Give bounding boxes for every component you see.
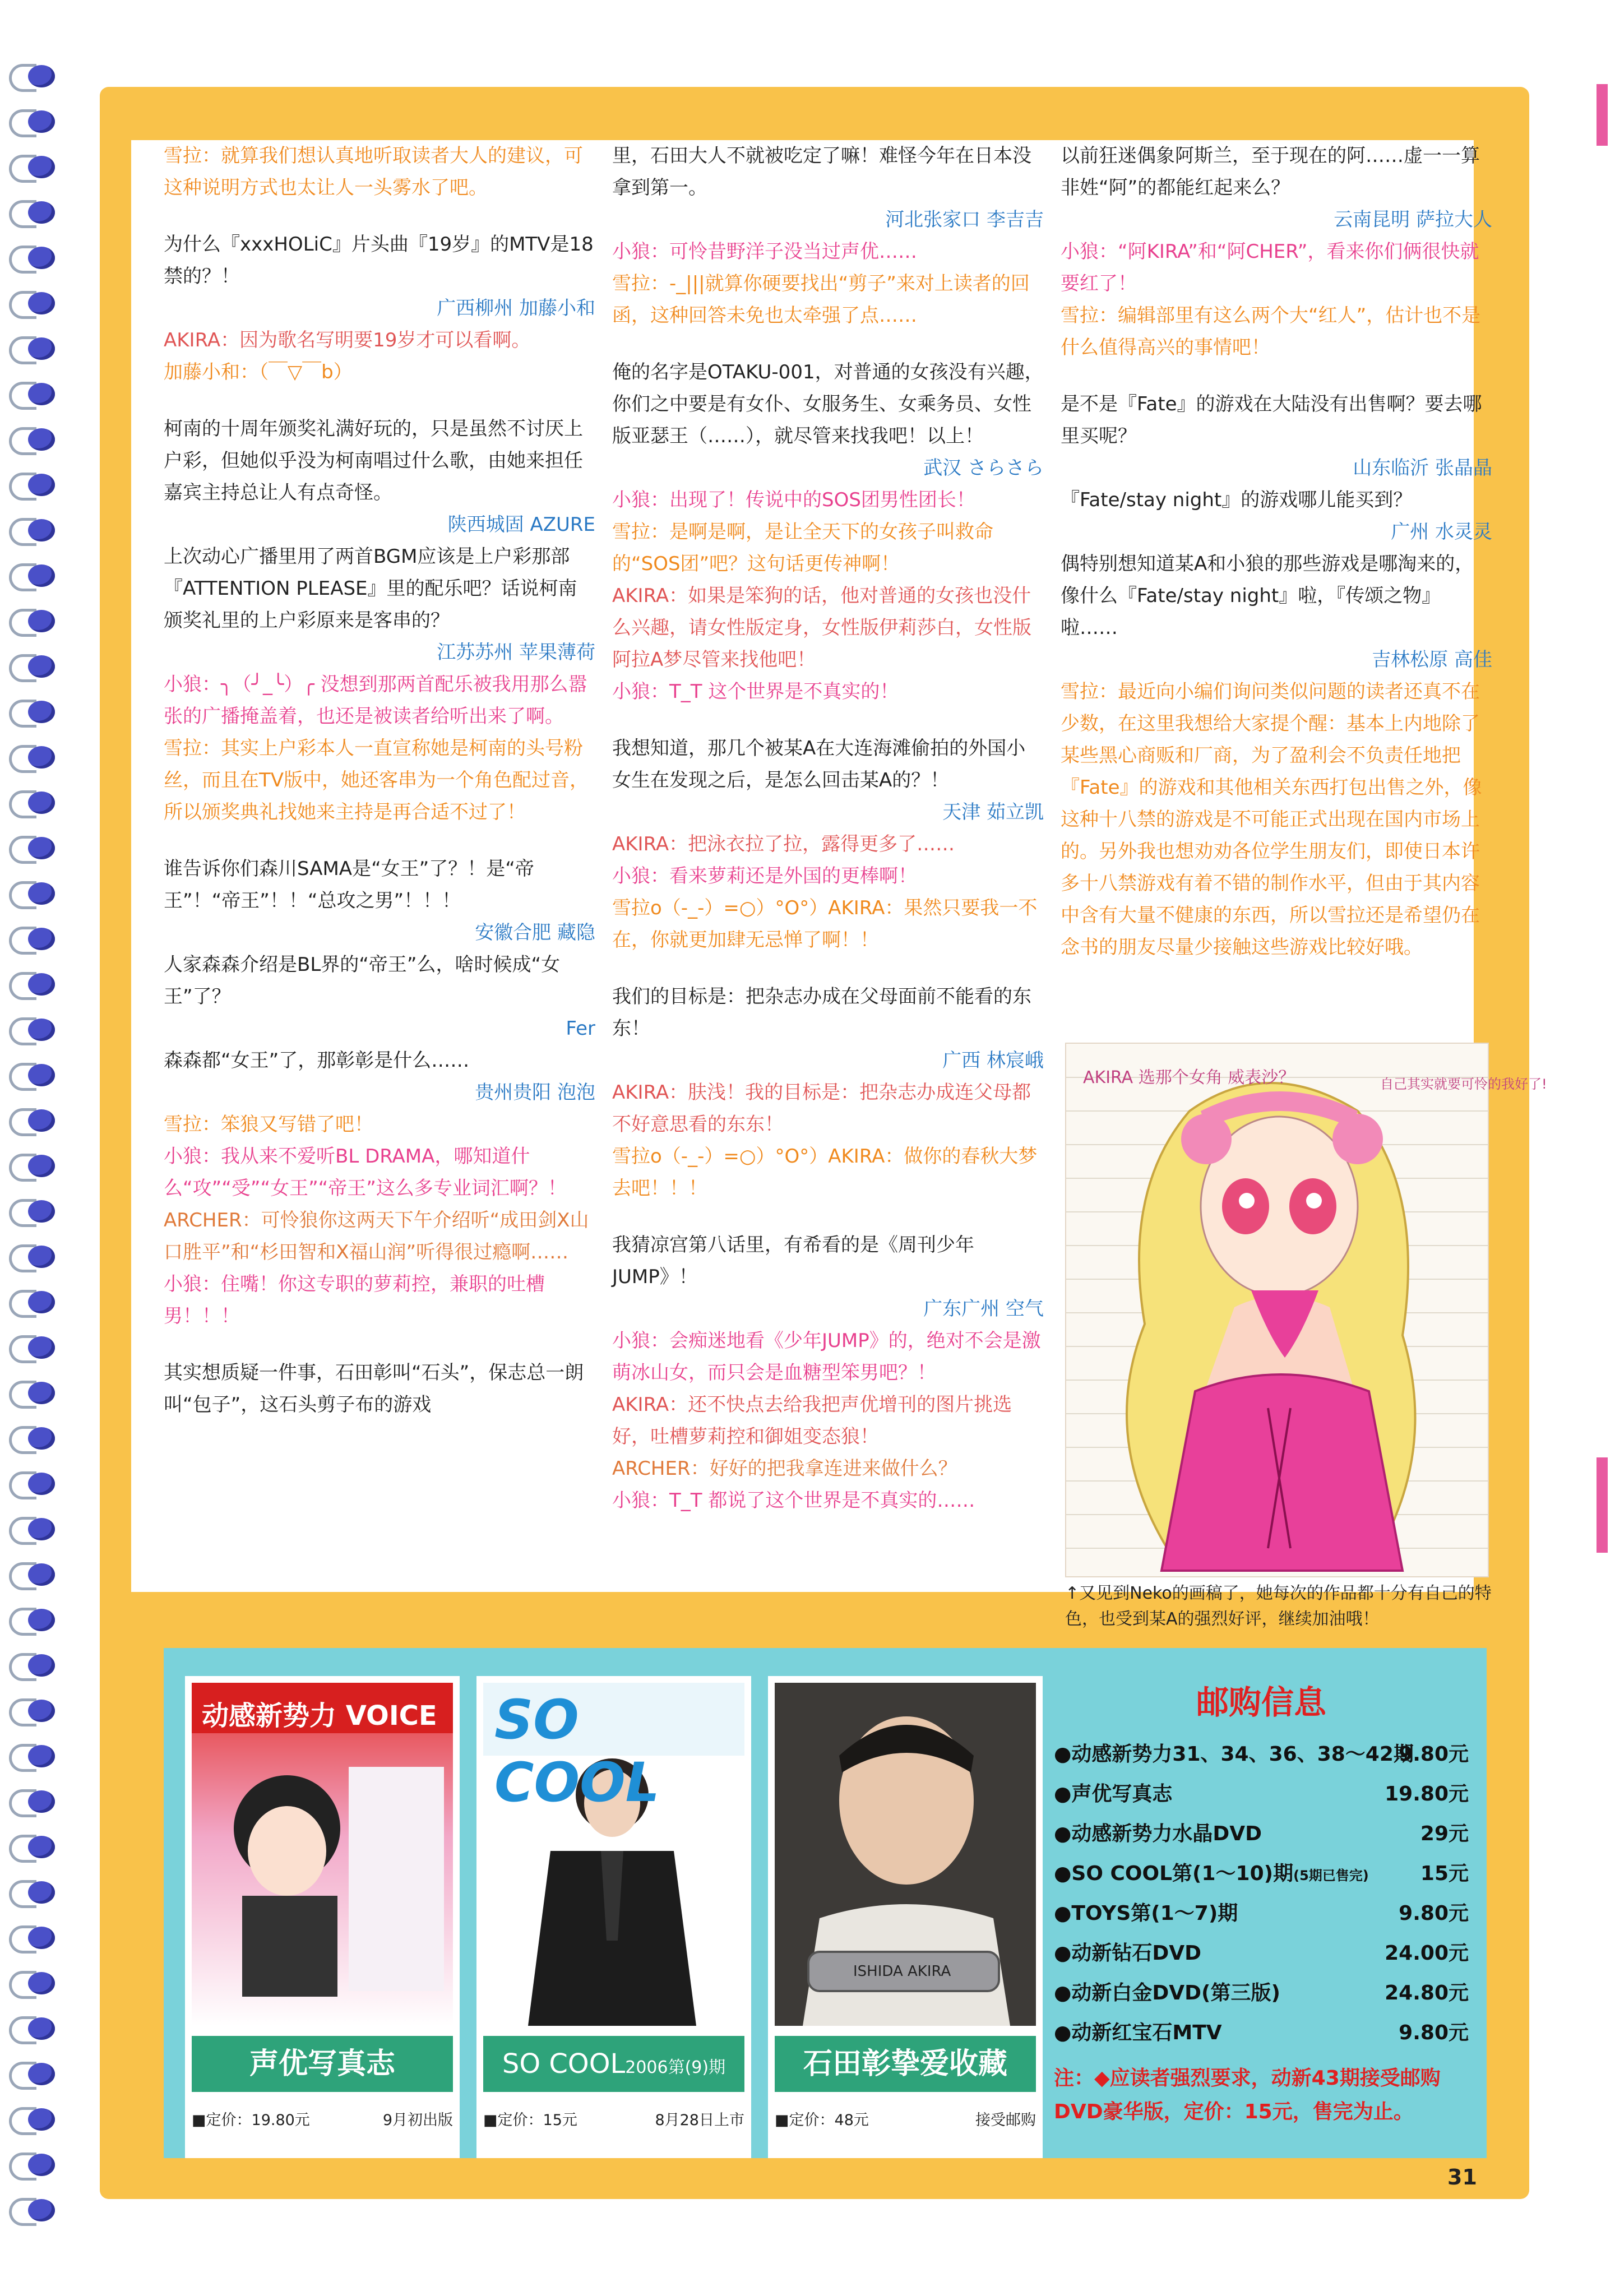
binding-ring [6,334,57,363]
binding-ring [6,834,57,863]
item-price: 9.80元 [1399,2021,1469,2044]
page-number: 31 [1447,2165,1477,2189]
reply-xiaolang: 小狼：T_T 都说了这个世界是不真实的…… [612,1489,975,1512]
letter-signature: 天津 茹立凯 [942,801,1044,823]
spacer [164,204,595,229]
reply-akira: AKIRA：如果是笨狗的话，他对普通的女孩也没什么兴趣，请女性版定身，女性版伊莉莎白，女性版阿拉A梦尽管来找他吧！ [612,585,1031,671]
letter-signature: 广东广州 空气 [923,1298,1044,1320]
item-price: 24.80元 [1385,1982,1469,2005]
item-price: 15元 [1420,1862,1469,1885]
product-card-seiyu-photobook[interactable] [185,1676,460,2158]
spacer [164,388,595,413]
binding-ring [6,516,57,545]
reply-akira: AKIRA：还不快点去给我把声优增刊的图片挑选好，吐槽萝莉控和御姐变态狼！ [612,1394,1012,1448]
mail-order-item [1054,1774,1469,1814]
reply-xuela: 雪拉：其实上户彩本人一直宣称她是柯南的头号粉丝，而且在TV版中，她还客串为一个角色配过音，所以颁奖典礼找她来主持是再合适不过了！ [164,737,589,823]
magazine-cover-image [192,1683,453,2026]
cover-title: SO COOL [494,1688,660,1814]
binding-ring [6,1651,57,1680]
reply-xuela: 雪拉：就算我们想认真地听取读者大人的建议，可这种说明方式也太让人一头雾水了吧。 [164,145,583,199]
binding-ring [6,1333,57,1362]
reader-letter: 里，石田大人不就被吃定了嘛！难怪今年在日本没拿到第一。 [612,145,1031,199]
reply-archer: ARCHER：可怜狼你这两天下午介绍听“成田剑X山口胜平”和“杉田智和X福山润”听得很过瘾啊…… [164,1209,589,1263]
reply-akira: AKIRA：肤浅！我的目标是：把杂志办成连父母都不好意思看的东东！ [612,1081,1031,1136]
reader-letter: 上次动心广播里用了两首BGM应该是上户彩那部『ATTENTION PLEASE』里的配乐吧？话说柯南颁奖礼里的上户彩原来是客串的？ [164,545,577,632]
binding-ring [6,379,57,409]
reply-xiaolang: 小狼：T_T 这个世界是不真实的！ [612,681,899,703]
spacer [1061,364,1492,388]
reader-letter: 我猜凉宫第八话里，有希看的是《周刊少年JUMP》！ [612,1234,974,1288]
binding-ring [6,1787,57,1816]
binding-ring [6,561,57,590]
binding-ring [6,198,57,227]
reply-xuela: 雪拉o（-_-）=○）°O°）AKIRA：果然只要我一不在，你就更加肆无忌惮了啊！！ [612,897,1038,951]
price: ■定价：48元 [775,2112,869,2129]
product-title: SO COOL [502,2048,626,2080]
binding-ring [6,2150,57,2179]
mail-order-note: 注：◆应读者强烈要求，动新43期接受邮购DVD豪华版，定价：15元，售完为止。 [1054,2067,1441,2123]
product-meta [775,2108,1036,2130]
item-price: 9.80元 [1399,1743,1469,1766]
letter-signature: 广西 林宸峨 [942,1049,1044,1072]
product-meta [483,2108,744,2130]
reply-xiaolang: 小狼：我从来不爱听BL DRAMA，哪知道什么“攻”“受”“女王”“帝王”这么多专业词汇啊？！ [164,1145,567,1200]
letter-signature: 安徽合肥 藏隐 [475,922,595,944]
product-card-so-cool[interactable] [476,1676,751,2158]
item-note: (5期已售完) [1293,1868,1369,1883]
binding-ring [6,425,57,454]
binding-ring [6,289,57,318]
reply-xiaolang: 小狼：住嘴！你这专职的萝莉控，兼职的吐槽男！！！ [164,1273,545,1327]
binding-ring [6,1106,57,1135]
binding-ring [6,2014,57,2043]
reply-xuela: 雪拉：最近向小编们询问类似问题的读者还真不在少数，在这里我想给大家提个醒：基本上内地除了某些黑心商贩和厂商，为了盈利会不负责任地把『Fate』的游戏和其他相关东西打包出售之外，像这种十八禁的游戏是不可能正式出现在国内市场上的。另外我也想劝劝各位学生朋友们，即使日本许多十八禁游戏有着不错的制作水平，但由于其内容中含有大量不健康的东西，所以雪拉还是希望仍在念书的朋友尽量少接触这些游戏比较好哦。 [1061,681,1482,959]
binding-ring [6,1605,57,1635]
reply-xuela: 雪拉：笨狼又写错了吧！ [164,1113,373,1136]
mail-order-item [1054,1933,1469,1973]
sketch-note-2: 自己其实就要可怜的我好了! [1380,1076,1547,1092]
reply-xiaolang: 小狼：出现了！传说中的SOS团男性团长！ [612,489,975,511]
binding-ring [6,1061,57,1090]
reply-xiaolang: 小狼：看来萝莉还是外国的更棒啊！ [612,865,917,887]
reader-letter: 以前狂迷偶象阿斯兰，至于现在的阿……虚一一算非姓“阿”的都能红起来么？ [1061,145,1480,199]
spacer [164,828,595,853]
reader-letter: 为什么『xxxHOLiC』片头曲『19岁』的MTV是18禁的？！ [164,233,594,288]
binding-ring [6,1378,57,1408]
reply-xiaolang: 小狼：“阿KIRA”和“阿CHER”，看来你们俩很快就要红了！ [1061,240,1479,295]
binding-ring [6,652,57,681]
edge-tab [1597,84,1608,146]
magazine-cover-image [775,1683,1036,2026]
item-name: ●SO COOL第(1～10)期 [1054,1862,1294,1885]
reader-illustration [1065,1043,1547,1577]
reply-akira: AKIRA：把泳衣拉了拉，露得更多了…… [612,833,955,855]
binding-ring [6,1832,57,1862]
binding-ring [6,1469,57,1498]
mail-order-item [1054,2013,1469,2053]
reader-letter: 『Fate/stay night』的游戏哪儿能买到？ [1061,489,1413,511]
letters-column-2 [612,140,1044,1517]
binding-ring [6,152,57,182]
binding-ring [6,2059,57,2089]
mail-order-info [1054,1676,1469,2129]
price: ■定价：19.80元 [192,2112,310,2129]
reply-archer: ARCHER：好好的把我拿连进来做什么？ [612,1457,957,1480]
mail-order-item [1054,1734,1469,1774]
item-name: ●动新钻石DVD [1054,1942,1202,1965]
illustration-caption: ↑又见到Neko的画稿了，她每次的作品都十分有自己的特色，也受到某A的强烈好评，继续加油哦！ [1065,1584,1492,1629]
binding-ring [6,1560,57,1589]
spacer [612,332,1044,357]
edge-tab [1597,1457,1608,1553]
reply-xiaolang: 小狼：会痴迷地看《少年JUMP》的，绝对不会是激萌冰山女，而只会是血糖型笨男吧？！ [612,1330,1041,1384]
product-meta [192,2108,453,2130]
reply-xiaolang: 小狼：╮（╯_╰）╭ 没想到那两首配乐被我用那么嚣张的广播掩盖着，也还是被读者给听出来了啊。 [164,673,587,728]
letter-signature: 吉林松原 高佳 [1372,649,1492,671]
item-price: 9.80元 [1399,1902,1469,1925]
item-name: ●动感新势力31、34、36、38～42期 [1054,1743,1414,1766]
cover-title: ISHIDA AKIRA [853,1963,951,1980]
sketch-note: AKIRA 选那个女角 威表沙？ [1083,1068,1295,1087]
spiral-binding [0,62,73,2248]
release-date: 9月初出版 [382,2112,453,2129]
reply-xuela: 雪拉：是啊是啊，是让全天下的女孩子叫救命的“SOS团”吧？这句话更传神啊！ [612,521,993,575]
reader-letter: 人家森森介绍是BL界的“帝王”么，啥时候成“女王”了？ [164,953,561,1008]
spacer [612,708,1044,733]
binding-ring [6,470,57,499]
product-title-button[interactable] [483,2036,744,2092]
item-price: 24.00元 [1385,1942,1469,1965]
reply-xiaolang: 小狼：可怜昔野洋子没当过声优…… [612,240,917,263]
issue-label: 2006第(9)期 [625,2058,726,2077]
item-name: ●声优写真志 [1054,1783,1173,1806]
binding-ring [6,2105,57,2134]
letters-column-1 [164,140,595,1421]
reply-xuela: 加藤小和：（￣▽￣b） [164,361,353,383]
letter-signature: 广州 水灵灵 [1391,521,1492,543]
spacer [164,1332,595,1357]
product-card-ishida-collection[interactable] [768,1676,1043,2158]
magazine-cover-image [483,1683,744,2026]
reader-letter: 柯南的十周年颁奖礼满好玩的，只是虽然不讨厌上户彩，但她似乎没为柯南唱过什么歌，由她来担任嘉宾主持总让人有点奇怪。 [164,418,583,504]
price: ■定价：15元 [483,2112,577,2129]
letters-column-3 [1061,140,1492,964]
binding-ring [6,743,57,772]
letter-signature: 贵州贵阳 泡泡 [475,1081,595,1104]
binding-ring [6,243,57,272]
release-date: 8月28日上市 [655,2112,744,2129]
letter-signature: Fer [566,1017,595,1040]
mail-order-item [1054,1894,1469,1933]
item-name: ●TOYS第(1～7)期 [1054,1902,1238,1925]
reply-xuela: 雪拉：-_|||就算你硬要找出“剪子”来对上读者的回函，这种回答未免也太牵强了点…… [612,272,1030,327]
mail-order-item [1054,1973,1469,2013]
reader-letter: 森森都“女王”了，那彰彰是什么…… [164,1049,470,1072]
binding-ring [6,697,57,726]
binding-ring [6,1015,57,1044]
item-price: 29元 [1420,1822,1469,1845]
letter-signature: 江苏苏州 苹果薄荷 [437,641,595,664]
binding-ring [6,1969,57,1998]
binding-ring [6,1878,57,1907]
reply-xuela: 雪拉：编辑部里有这么两个大“红人”，估计也不是什么值得高兴的事情吧！ [1061,304,1481,359]
binding-ring [6,1151,57,1181]
letter-signature: 云南昆明 萨拉大人 [1334,209,1492,231]
reader-letter: 是不是『Fate』的游戏在大陆没有出售啊？要去哪里买呢？ [1061,393,1482,447]
mail-order-item [1054,1814,1469,1854]
mail-order-heading: 邮购信息 [1196,1683,1326,1721]
letter-signature: 山东临沂 张晶晶 [1353,457,1492,479]
product-title-button[interactable]: 石田彰挚爱收藏 [775,2036,1036,2092]
binding-ring [6,1288,57,1317]
reader-letter: 偶特别想知道某A和小狼的那些游戏是哪淘来的，像什么『Fate/stay night』啦，『传颂之物』啦…… [1061,553,1474,639]
binding-ring [6,924,57,953]
item-price: 19.80元 [1385,1783,1469,1806]
binding-ring [6,1242,57,1271]
reader-letter: 我想知道，那几个被某A在大连海滩偷拍的外国小女生在发现之后，是怎么回击某A的？！ [612,737,1026,791]
binding-ring [6,788,57,817]
letter-signature: 武汉 さらさら [923,457,1044,479]
anime-girl-drawing [1066,1044,1547,1576]
spacer [612,956,1044,981]
reply-xuela: 雪拉o（-_-）=○）°O°）AKIRA：做你的春秋大梦去吧！！！ [612,1145,1038,1200]
reader-letter: 其实想质疑一件事，石田彰叫“石头”，保志总一朗叫“包子”，这石头剪子布的游戏 [164,1362,584,1416]
binding-ring [6,1742,57,1771]
reader-letter: 我们的目标是：把杂志办成在父母面前不能看的东东！ [612,985,1031,1040]
item-name: ●动新红宝石MTV [1054,2021,1222,2044]
item-name: ●动感新势力水晶DVD [1054,1822,1262,1845]
binding-ring [6,1197,57,1226]
mail-order-item [1054,1854,1469,1894]
binding-ring [6,1923,57,1952]
binding-ring [6,2196,57,2225]
reply-akira: AKIRA：因为歌名写明要19岁才可以看啊。 [164,329,531,351]
binding-ring [6,1424,57,1453]
binding-ring [6,1696,57,1725]
binding-ring [6,970,57,999]
binding-ring [6,1515,57,1544]
reader-letter: 俺的名字是OTAKU-001，对普通的女孩没有兴趣，你们之中要是有女仆、女服务生、女乘务员、女性版亚瑟王（……），就尽管来找我吧！以上！ [612,361,1044,447]
cover-title: 动感新势力 VOICE [202,1700,437,1732]
cover-art [192,1683,453,2026]
reader-letter: 谁告诉你们森川SAMA是“女王”了？！是“帝王”！“帝王”！！“总攻之男”！！！ [164,858,534,912]
item-name: ●动新白金DVD(第三版) [1054,1982,1280,2005]
binding-ring [6,607,57,636]
product-title-button[interactable]: 声优写真志 [192,2036,453,2092]
letter-signature: 陕西城固 AZURE [447,513,595,536]
binding-ring [6,879,57,908]
letter-signature: 广西柳州 加藤小和 [437,297,595,320]
spacer [612,1205,1044,1229]
binding-ring [6,62,57,91]
letter-signature: 河北张家口 李吉吉 [885,209,1044,231]
binding-ring [6,107,57,136]
release-date: 接受邮购 [975,2112,1036,2129]
